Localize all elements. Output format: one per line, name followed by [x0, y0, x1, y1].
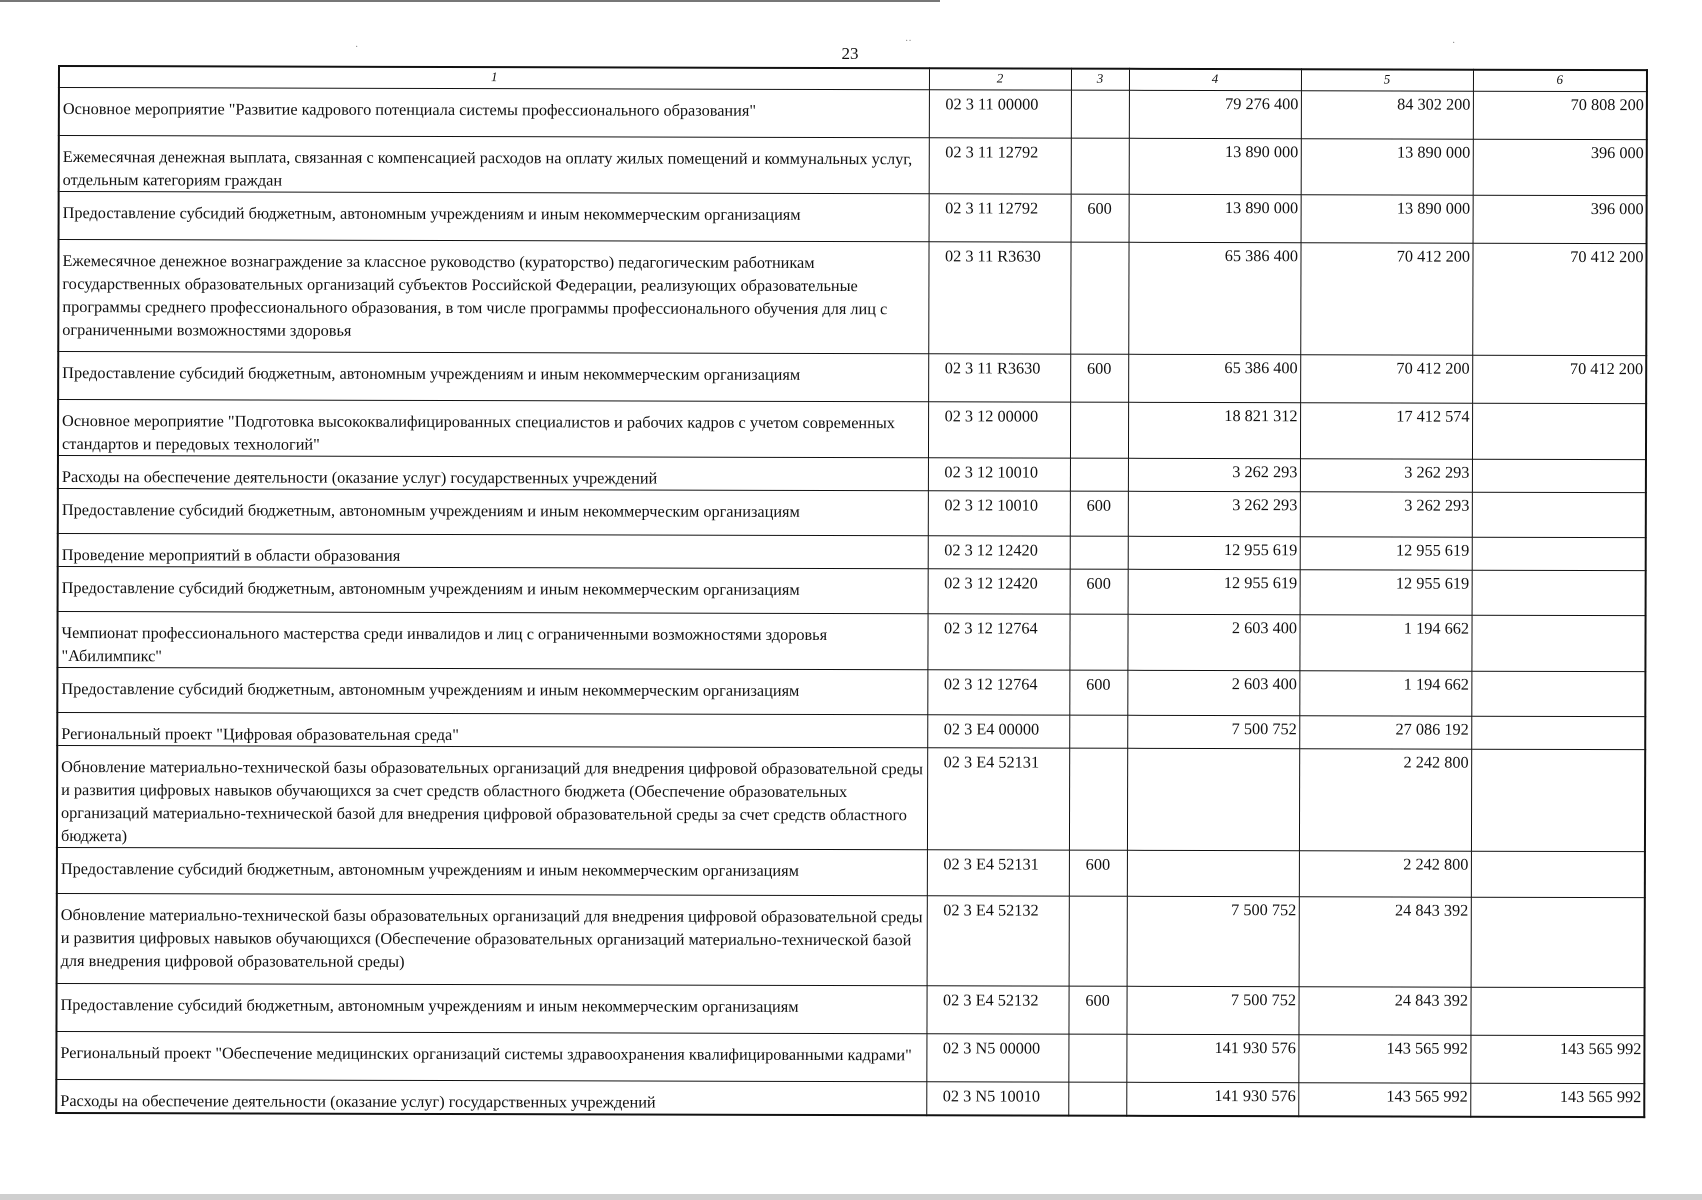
row-value-col6-cell — [1471, 671, 1645, 716]
row-value-col6-cell: 143 565 992 — [1470, 1035, 1644, 1083]
row-name-cell: Ежемесячное денежное вознаграждение за классное руководство (кураторство) педагогическим работникам государственных образовательных организаций субъектов Российской Федерации, реализующих образовательные программы среднего профессионального образования, в том числе программы профессионального обучения для лиц с ограниченными возможностями здоровья — [58, 240, 928, 354]
row-name-cell: Ежемесячная денежная выплата, связанная с компенсацией расходов на оплату жилых помещений и коммунальных услуг, отдельным категориям граждан — [59, 136, 929, 194]
row-name-cell: Обновление материально-технической базы образовательных организаций для внедрения цифровой образовательной среды и развития цифровых навыков обучающихся (Обеспечение образовательных организаций материально-технической базой для внедрения цифровой образовательной среды) — [57, 893, 927, 985]
scan-top-edge — [0, 0, 940, 2]
row-kvr-cell — [1071, 90, 1129, 138]
row-code-cell: 02 3 E4 52132 — [926, 986, 1068, 1034]
row-value-col4-cell: 3 262 293 — [1128, 458, 1300, 491]
column-header-4: 4 — [1129, 69, 1301, 91]
row-code-cell: 02 3 N5 00000 — [926, 1034, 1068, 1082]
row-value-col5-cell: 12 955 619 — [1300, 537, 1472, 570]
row-value-col6-cell: 70 808 200 — [1473, 91, 1647, 139]
row-value-col6-cell: 396 000 — [1473, 195, 1647, 243]
column-header-6: 6 — [1473, 70, 1647, 92]
row-name-cell: Региональный проект "Обеспечение медицинских организаций системы здравоохранения квалифицированными кадрами" — [56, 1031, 926, 1081]
row-value-col4-cell: 13 890 000 — [1129, 194, 1301, 242]
column-header-1: 1 — [59, 66, 929, 90]
row-value-col4-cell: 65 386 400 — [1128, 242, 1300, 354]
table-row — [57, 847, 1645, 897]
row-value-col5-cell: 13 890 000 — [1301, 195, 1473, 243]
table-row — [56, 983, 1644, 1035]
row-value-col5-cell: 12 955 619 — [1300, 570, 1472, 615]
row-name-cell: Основное мероприятие "Развитие кадрового потенциала системы профессионального образования" — [59, 88, 929, 138]
table-row — [58, 240, 1646, 356]
table-row — [57, 612, 1645, 672]
table-body — [56, 88, 1647, 1118]
row-value-col4-cell: 141 930 576 — [1126, 1034, 1298, 1082]
row-value-col5-cell: 24 843 392 — [1298, 987, 1470, 1035]
row-value-col6-cell — [1471, 749, 1645, 851]
table-row — [57, 713, 1645, 750]
row-code-cell: 02 3 11 R3630 — [928, 354, 1070, 402]
table-row — [58, 456, 1646, 493]
row-value-col5-cell: 70 412 200 — [1300, 243, 1472, 355]
row-code-cell: 02 3 12 10010 — [928, 458, 1070, 491]
row-kvr-cell — [1069, 715, 1127, 748]
row-value-col6-cell: 396 000 — [1473, 139, 1647, 195]
row-value-col5-cell: 3 262 293 — [1300, 492, 1472, 537]
row-code-cell: 02 3 E4 52131 — [927, 850, 1069, 896]
row-kvr-cell: 600 — [1071, 194, 1129, 242]
row-value-col4-cell: 7 500 752 — [1127, 896, 1299, 986]
row-value-col6-cell — [1472, 492, 1646, 537]
row-name-cell: Предоставление субсидий бюджетным, автономным учреждениям и иным некоммерческим организациям — [56, 983, 926, 1033]
row-name-cell: Предоставление субсидий бюджетным, автономным учреждениям и иным некоммерческим организациям — [57, 847, 927, 895]
row-code-cell: 02 3 12 12764 — [927, 614, 1069, 670]
row-value-col5-cell: 2 242 800 — [1299, 851, 1471, 897]
row-kvr-cell — [1070, 458, 1128, 491]
column-header-5: 5 — [1301, 69, 1473, 91]
row-value-col5-cell: 143 565 992 — [1298, 1083, 1470, 1117]
row-code-cell: 02 3 12 00000 — [928, 402, 1070, 458]
row-value-col4-cell: 12 955 619 — [1128, 536, 1300, 569]
row-kvr-cell: 600 — [1070, 491, 1128, 536]
row-kvr-cell: 600 — [1069, 850, 1127, 896]
row-value-col4-cell: 3 262 293 — [1128, 491, 1300, 536]
table-row — [58, 567, 1646, 616]
row-value-col4-cell — [1127, 748, 1299, 850]
row-value-col4-cell: 79 276 400 — [1129, 90, 1301, 138]
row-code-cell: 02 3 12 10010 — [928, 491, 1070, 536]
column-header-3: 3 — [1071, 69, 1129, 91]
scan-speck: · — [1452, 38, 1456, 49]
row-kvr-cell — [1070, 402, 1128, 458]
table-row — [56, 1031, 1644, 1083]
row-value-col5-cell: 84 302 200 — [1301, 91, 1473, 139]
row-value-col6-cell — [1470, 987, 1644, 1035]
row-code-cell: 02 3 11 12792 — [929, 194, 1071, 242]
row-value-col6-cell — [1471, 716, 1645, 749]
row-name-cell: Обновление материально-технической базы образовательных организаций для внедрения цифровой образовательной среды и развития цифровых навыков обучающихся за счет средств областного бюджета (Обеспечение образовательных организаций материально-технической базой для внедрения цифровой образовательной среды за счет средств областного бюджета) — [57, 746, 927, 850]
row-code-cell: 02 3 E4 00000 — [927, 715, 1069, 748]
row-name-cell: Региональный проект "Цифровая образовательная среда" — [57, 713, 927, 748]
row-value-col5-cell: 27 086 192 — [1299, 716, 1471, 749]
row-kvr-cell: 600 — [1069, 670, 1127, 715]
row-value-col5-cell: 1 194 662 — [1299, 671, 1471, 716]
table-row — [56, 1079, 1644, 1117]
table-row — [58, 352, 1646, 404]
row-value-col4-cell: 18 821 312 — [1128, 402, 1300, 458]
row-code-cell: 02 3 11 12792 — [929, 138, 1071, 194]
row-code-cell: 02 3 12 12420 — [928, 536, 1070, 569]
row-value-col5-cell: 143 565 992 — [1298, 1035, 1470, 1083]
row-kvr-cell — [1068, 1082, 1126, 1116]
scan-speck: ·· — [905, 36, 912, 47]
row-kvr-cell — [1070, 242, 1128, 354]
table-row — [57, 746, 1645, 852]
scan-speck: · — [355, 42, 359, 53]
row-value-col6-cell — [1472, 570, 1646, 615]
row-kvr-cell — [1069, 896, 1127, 986]
row-code-cell: 02 3 E4 52131 — [927, 748, 1069, 850]
row-name-cell: Чемпионат профессионального мастерства среди инвалидов и лиц с ограниченными возможностями здоровья "Абилимпикс" — [57, 612, 927, 670]
row-kvr-cell: 600 — [1070, 569, 1128, 614]
row-name-cell: Предоставление субсидий бюджетным, автономным учреждениям и иным некоммерческим организациям — [57, 668, 927, 715]
row-value-col6-cell — [1472, 537, 1646, 570]
row-value-col4-cell: 7 500 752 — [1126, 986, 1298, 1034]
row-kvr-cell — [1069, 748, 1127, 850]
budget-table-sheet — [55, 65, 1646, 1118]
table-row — [59, 136, 1647, 196]
row-name-cell: Предоставление субсидий бюджетным, автономным учреждениям и иным некоммерческим организациям — [58, 352, 928, 402]
row-name-cell: Предоставление субсидий бюджетным, автономным учреждениям и иным некоммерческим организациям — [58, 567, 928, 614]
table-row — [59, 192, 1647, 244]
row-value-col4-cell: 12 955 619 — [1128, 569, 1300, 614]
row-kvr-cell: 600 — [1068, 986, 1126, 1034]
table-row — [57, 893, 1645, 987]
row-value-col6-cell: 70 412 200 — [1472, 355, 1646, 403]
row-value-col5-cell: 3 262 293 — [1300, 459, 1472, 492]
row-name-cell: Проведение мероприятий в области образования — [58, 534, 928, 569]
row-value-col5-cell: 17 412 574 — [1300, 403, 1472, 459]
row-name-cell: Основное мероприятие "Подготовка высококвалифицированных специалистов и рабочих кадров с учетом современных стандартов и передовых технологий" — [58, 400, 928, 458]
row-code-cell: 02 3 E4 52132 — [927, 896, 1069, 986]
row-code-cell: 02 3 11 00000 — [929, 90, 1071, 138]
row-code-cell: 02 3 N5 10010 — [926, 1082, 1068, 1116]
scan-bottom-edge — [0, 1194, 1702, 1200]
page-number: 23 — [841, 44, 859, 63]
row-kvr-cell: 600 — [1070, 354, 1128, 402]
table-row — [57, 668, 1645, 717]
row-value-col4-cell: 2 603 400 — [1127, 670, 1299, 715]
row-kvr-cell — [1071, 138, 1129, 194]
row-code-cell: 02 3 11 R3630 — [928, 242, 1070, 354]
row-value-col4-cell: 2 603 400 — [1127, 614, 1299, 670]
row-value-col6-cell — [1472, 459, 1646, 492]
row-value-col6-cell — [1471, 615, 1645, 671]
budget-table — [55, 65, 1648, 1118]
table-row — [59, 88, 1647, 140]
row-value-col4-cell — [1127, 850, 1299, 896]
row-value-col5-cell: 24 843 392 — [1299, 897, 1471, 987]
table-row — [58, 489, 1646, 538]
row-value-col5-cell: 70 412 200 — [1300, 355, 1472, 403]
row-kvr-cell — [1070, 536, 1128, 569]
row-value-col4-cell: 13 890 000 — [1129, 138, 1301, 194]
row-value-col5-cell: 13 890 000 — [1301, 139, 1473, 195]
row-code-cell: 02 3 12 12764 — [927, 670, 1069, 715]
row-name-cell: Предоставление субсидий бюджетным, автономным учреждениям и иным некоммерческим организациям — [59, 192, 929, 242]
table-row — [58, 534, 1646, 571]
row-value-col6-cell: 143 565 992 — [1470, 1083, 1644, 1117]
row-value-col4-cell: 65 386 400 — [1128, 354, 1300, 402]
row-value-col5-cell: 2 242 800 — [1299, 749, 1471, 851]
row-value-col6-cell — [1472, 403, 1646, 459]
row-value-col4-cell: 7 500 752 — [1127, 715, 1299, 748]
column-header-2: 2 — [929, 68, 1071, 90]
row-value-col6-cell: 70 412 200 — [1472, 243, 1646, 355]
row-code-cell: 02 3 12 12420 — [928, 569, 1070, 614]
row-name-cell: Предоставление субсидий бюджетным, автономным учреждениям и иным некоммерческим организациям — [58, 489, 928, 536]
row-value-col6-cell — [1471, 851, 1645, 897]
row-name-cell: Расходы на обеспечение деятельности (оказание услуг) государственных учреждений — [58, 456, 928, 491]
row-value-col6-cell — [1471, 897, 1645, 987]
table-row — [58, 400, 1646, 460]
row-name-cell: Расходы на обеспечение деятельности (оказание услуг) государственных учреждений — [56, 1079, 926, 1115]
row-value-col5-cell: 1 194 662 — [1299, 615, 1471, 671]
row-kvr-cell — [1069, 614, 1127, 670]
row-kvr-cell — [1068, 1034, 1126, 1082]
row-value-col4-cell: 141 930 576 — [1126, 1082, 1298, 1116]
